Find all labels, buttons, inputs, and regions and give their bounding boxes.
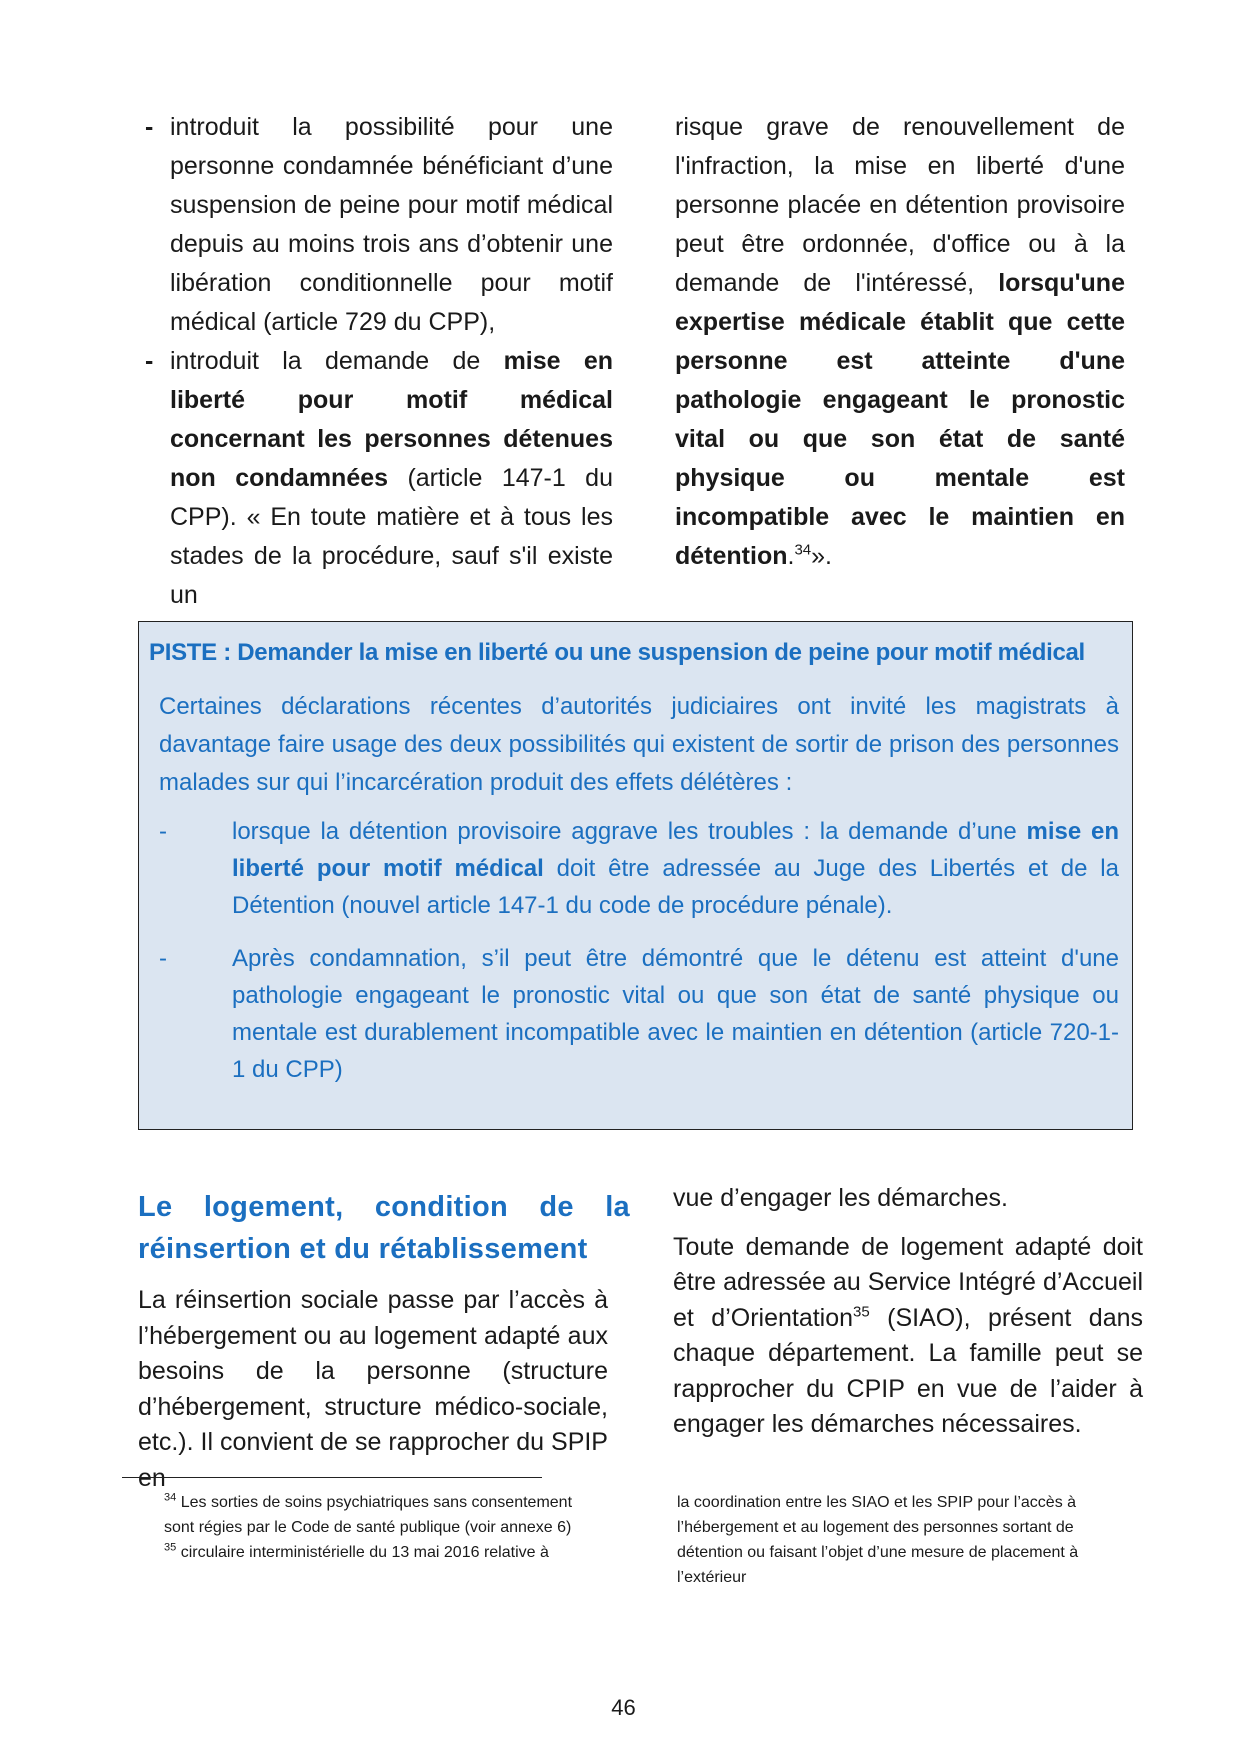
bold-text: mise en liberté pour motif médical [232, 818, 1119, 882]
paragraph-text [673, 1230, 1143, 1443]
bold-text: lorsqu'une expertise médicale établit que cette personne est atteinte d'une pathologie engageant le pronostic vital ou que son état de santé physique ou mentale est incompatible avec le maintien en détention [675, 269, 1125, 570]
right-column-bottom [673, 1181, 1143, 1443]
footnote-ref: 35 [853, 1303, 870, 1321]
paragraph-text: ». [811, 542, 832, 570]
piste-title: PISTE : Demander la mise en liberté ou une suspension de peine pour motif médical [149, 639, 1085, 666]
list-dash: - [159, 945, 167, 972]
paragraph-text-b: (SIAO), présent dans chaque département. La famille peut se rapprocher du CPIP en vue de l’aider à engager les démarches nécessaires. [673, 1303, 1143, 1438]
footnote-divider [122, 1477, 542, 1478]
bullet-item-2 [145, 342, 613, 615]
paragraph-text: risque grave de renouvellement de l'infraction, la mise en liberté d'une personne placée en détention provisoire peut être ordonnée, d'office ou à la demande de l'intéressé, [675, 113, 1125, 297]
page-number: 46 [611, 1695, 636, 1720]
footnote-ref: 34 [794, 541, 812, 559]
paragraph-text: . [787, 542, 795, 570]
footnote-text: circulaire interministérielle du 13 mai 2016 relative à [176, 1544, 549, 1561]
list-dash: - [159, 818, 167, 845]
footnotes-left [164, 1490, 604, 1565]
footnote-text: Les sorties de soins psychiatriques sans consentement sont régies par le Code de santé publique (voir annexe 6) [164, 1494, 573, 1536]
left-column-bottom [138, 1283, 608, 1496]
piste-item-text: Après condamnation, s’il peut être démontré que le détenu est atteint d'une pathologie engageant le pronostic vital ou que son état de santé physique ou mentale est durablement incompatible avec le maintien en détention (article 720-1-1 du CPP) [232, 945, 1119, 1083]
paragraph-continuation: vue d’engager les démarches. [673, 1184, 1008, 1212]
paragraph-text-a: Toute demande de logement adapté doit être adressée au Service Intégré d’Accueil et d’Orientation [673, 1232, 1143, 1332]
piste-callout-box [138, 621, 1133, 1130]
piste-item-text-a: lorsque la détention provisoire aggrave les troubles : la demande d’une [232, 818, 1027, 845]
footnote-34 [164, 1490, 604, 1540]
footnote-35 [164, 1540, 604, 1565]
bullet-text: introduit la possibilité pour une personne condamnée bénéficiant d’une suspension de peine pour motif médical depuis au moins trois ans d’obtenir une libération conditionnelle pour motif médical (article 729 du CPP), [170, 113, 613, 336]
bullet-item-1 [145, 108, 613, 342]
right-column-top [675, 108, 1125, 576]
footnote-number: 35 [164, 1541, 177, 1554]
piste-item-2 [159, 940, 1119, 1088]
piste-item-1 [159, 813, 1119, 924]
bullet-text: (article 147-1 du CPP). [170, 464, 613, 531]
paragraph-text: La réinsertion sociale passe par l’accès à l’hébergement ou au logement adapté aux besoins de la personne (structure d’hébergement, structure médico-sociale, etc.). Il convient de se rapprocher du SPIP en [138, 1286, 608, 1492]
piste-item-text [232, 813, 1119, 924]
piste-intro: Certaines déclarations récentes d’autorités judiciaires ont invité les magistrats à davantage faire usage des deux possibilités qui existent de sortir de prison des personnes malades sur qui l’incarcération produit des effets délétères : [159, 693, 1119, 796]
quote-text: « En toute matière et à tous les stades de la procédure, sauf s'il existe un [170, 503, 613, 609]
bullet-dash: - [145, 347, 154, 375]
bullet-text: introduit la demande de [170, 347, 504, 375]
footnote-continuation: la coordination entre les SIAO et les SPIP pour l’accès à l’hébergement et au logement des personnes sortant de détention ou faisant l’objet d’une mesure de placement à l’extérieur [677, 1494, 1079, 1586]
bold-text: mise en liberté pour motif médical concernant les personnes détenues non condamnées [170, 347, 613, 492]
section-heading: Le logement, condition de la réinsertion et du rétablissement [138, 1191, 630, 1265]
left-column-top [145, 108, 613, 615]
bullet-dash: - [145, 113, 154, 141]
footnote-number: 34 [164, 1491, 177, 1504]
footnotes-right [677, 1490, 1117, 1590]
piste-item-text-c: doit être adressée au Juge des Libertés et de la Détention (nouvel article 147-1 du code de procédure pénale). [232, 855, 1119, 919]
